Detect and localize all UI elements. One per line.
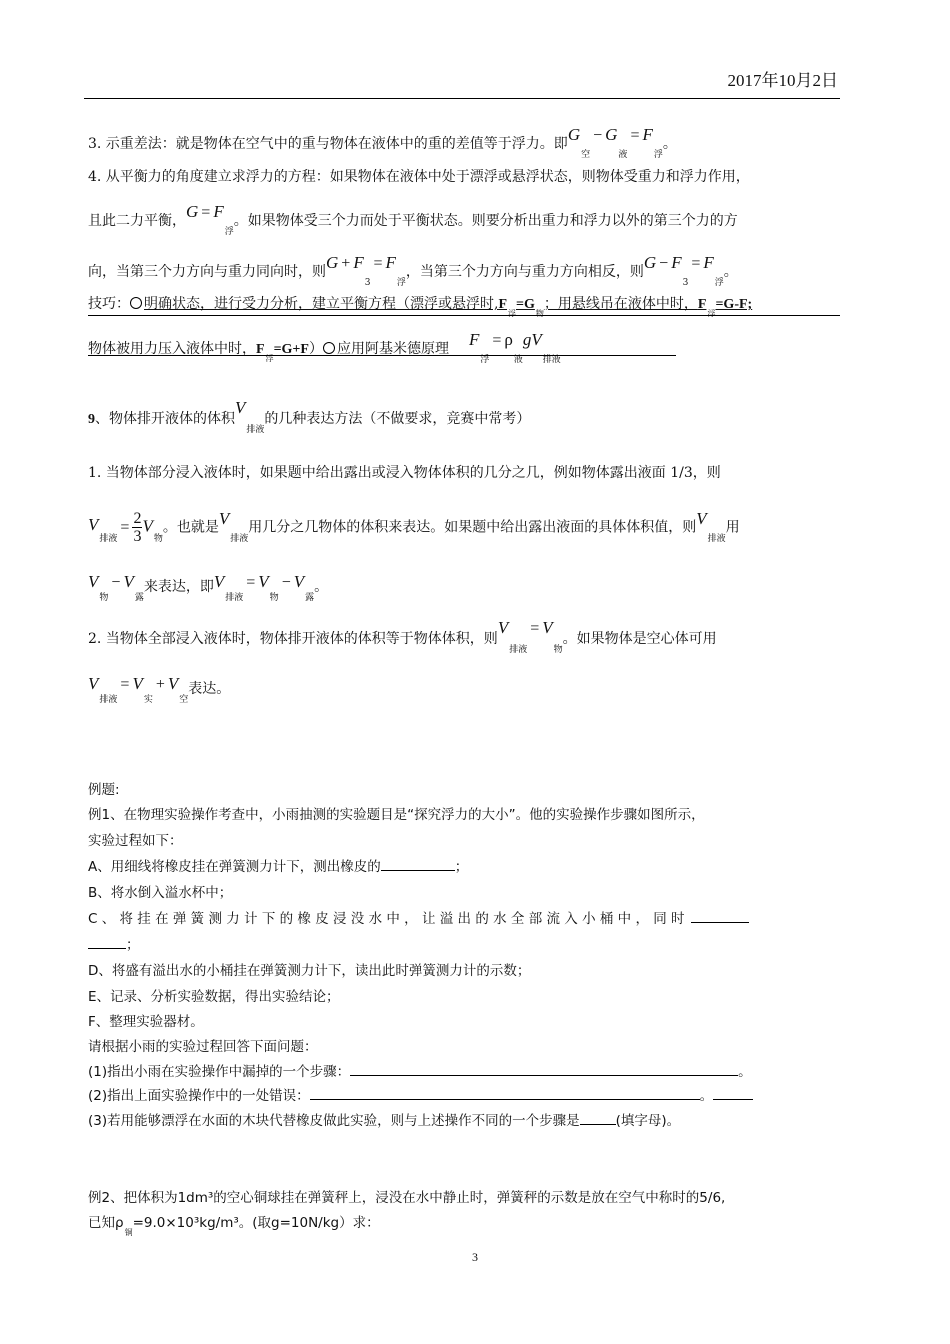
formula-g: G bbox=[186, 202, 199, 221]
formula-sub-buoy: 浮 bbox=[653, 150, 663, 160]
question-3-end: (填字母)。 bbox=[615, 1113, 681, 1129]
formula-sub: 浮 bbox=[224, 227, 234, 237]
formula-g: G bbox=[643, 253, 657, 272]
page-number: 3 bbox=[472, 1250, 478, 1264]
formula-sub-object: 物 bbox=[269, 593, 279, 603]
formula-equals: = bbox=[492, 332, 502, 349]
formula-sub-liquid: 液 bbox=[618, 150, 628, 160]
formula-equals: = bbox=[201, 204, 211, 221]
fraction bbox=[132, 510, 142, 545]
question-3 bbox=[88, 1109, 680, 1129]
formula-sub-object: 物 bbox=[99, 593, 109, 603]
tips-underline-2 bbox=[88, 355, 676, 356]
tips-f2: F bbox=[697, 297, 707, 312]
tips-f2-sub: 浮 bbox=[707, 309, 716, 318]
bullet-icon bbox=[130, 297, 142, 309]
section4-line2 bbox=[88, 202, 738, 237]
section9-title bbox=[88, 398, 531, 435]
formula-v: V bbox=[213, 572, 225, 591]
header-rule bbox=[84, 98, 840, 99]
formula-sub-hollow: 空 bbox=[179, 695, 189, 705]
item2-line1 bbox=[88, 618, 717, 655]
ex2-line2b: =9.0×10³kg/m³。(取g=10N/kg）求： bbox=[132, 1215, 380, 1231]
formula-f-buoy: F bbox=[642, 125, 653, 144]
tips-f-sub: 浮 bbox=[508, 309, 517, 318]
formula-equals: = bbox=[691, 255, 701, 272]
item1-line1: 1. 当物体部分浸入液体时，如果题中给出露出或浸入物体体积的几分之几，例如物体露出液面 1/3，则 bbox=[88, 465, 721, 481]
formula-v: V bbox=[293, 572, 305, 591]
tips-line1e: ；用悬线吊在液体中时， bbox=[543, 296, 698, 312]
ex2-line2 bbox=[88, 1211, 380, 1237]
question-3-text: (3)若用能够漂浮在水面的木块代替橡皮做此实验，则与上述操作不同的一个步骤是 bbox=[88, 1113, 580, 1129]
formula-v: V bbox=[88, 572, 99, 591]
section9-title-b: 的几种表达方法（不做要求，竞赛中常考） bbox=[264, 411, 531, 427]
section3-line bbox=[88, 125, 677, 160]
formula-sub-exposed: 露 bbox=[134, 593, 144, 603]
question-2 bbox=[88, 1084, 753, 1104]
ask: 请根据小雨的实验过程回答下面问题： bbox=[88, 1039, 318, 1055]
item1-l2b: 用几分之几物体的体积来表达。如果题中给出露出液面的具体体积值，则 bbox=[248, 519, 697, 536]
formula-f3: F bbox=[353, 253, 364, 272]
formula-v: V bbox=[218, 508, 230, 528]
ex2-line2a: 已知ρ bbox=[88, 1215, 124, 1231]
step-f: F、整理实验器材。 bbox=[88, 1014, 204, 1030]
item1-line2 bbox=[88, 510, 740, 545]
formula-sub-air: 空 bbox=[581, 150, 591, 160]
tips-f3: F bbox=[256, 342, 265, 357]
formula-v: V bbox=[235, 398, 246, 417]
step-e: E、记录、分析实验数据，得出实验结论； bbox=[88, 989, 340, 1005]
formula-v: V bbox=[497, 618, 509, 637]
formula-v: V bbox=[88, 674, 99, 693]
formula-sub-buoy: 浮 bbox=[714, 278, 724, 288]
tips-f: F bbox=[498, 297, 508, 312]
formula-sub-liquid: 液 bbox=[513, 355, 523, 365]
item1-l2c: 用 bbox=[725, 519, 740, 536]
formula-plus: + bbox=[341, 255, 351, 272]
formula-v: V bbox=[531, 330, 542, 349]
formula-f: F bbox=[213, 202, 224, 221]
bullet-icon bbox=[323, 342, 335, 354]
answer-blank[interactable] bbox=[88, 934, 126, 949]
step-c-end: ； bbox=[126, 937, 140, 953]
formula-v: V bbox=[88, 514, 99, 534]
formula-sub-displaced: 排液 bbox=[246, 425, 265, 435]
answer-blank[interactable] bbox=[580, 1110, 616, 1125]
formula-sub-displaced: 排液 bbox=[99, 695, 118, 705]
section9-number: 9 bbox=[88, 412, 95, 427]
section4-line3b: ，当第三个力方向与重力方向相反，则 bbox=[405, 264, 644, 280]
formula-sub-displaced: 排液 bbox=[99, 533, 118, 544]
section3-text: 3. 示重差法：就是物体在空气中的重与物体在液体中的重的差值等于浮力。即 bbox=[88, 136, 568, 152]
tips-eq-g: =G bbox=[516, 297, 535, 312]
formula-plus: + bbox=[155, 676, 165, 693]
formula-sub-solid: 实 bbox=[143, 695, 153, 705]
tips-line2a: 物体被用力压入液体中时， bbox=[88, 341, 256, 357]
formula-sub-exposed: 露 bbox=[305, 593, 315, 603]
formula-sub-displaced: 排液 bbox=[509, 645, 528, 655]
formula-sub-3: 3 bbox=[364, 278, 371, 288]
step-b: B、将水倒入溢水杯中； bbox=[88, 885, 233, 901]
tips-f3-sub: 浮 bbox=[265, 354, 274, 363]
formula-sub-displaced: 排液 bbox=[230, 533, 249, 544]
tips-paren: ） bbox=[308, 341, 323, 357]
formula-v: V bbox=[132, 674, 143, 693]
answer-blank[interactable] bbox=[691, 908, 749, 923]
formula-f3: F bbox=[671, 253, 682, 272]
section3-end: 。 bbox=[662, 136, 677, 152]
answer-blank-tail bbox=[713, 1085, 753, 1100]
formula-equals: = bbox=[530, 620, 540, 637]
formula-g: G bbox=[326, 253, 339, 272]
formula-equals: = bbox=[246, 574, 256, 591]
formula-f: F bbox=[468, 330, 480, 349]
fraction-numerator: 2 bbox=[133, 510, 142, 527]
question-1 bbox=[88, 1060, 752, 1080]
formula-v: V bbox=[142, 516, 153, 536]
ex2-rho-sub: 铜 bbox=[124, 1228, 133, 1237]
section9-title-a: 、物体排开液体的体积 bbox=[95, 411, 235, 427]
formula-sub-displaced: 排液 bbox=[225, 593, 244, 603]
formula-v: V bbox=[123, 572, 134, 591]
step-c-cont bbox=[88, 933, 140, 953]
section4-line3c: 。 bbox=[723, 264, 738, 280]
tips-label: 技巧： bbox=[88, 296, 130, 312]
formula-g-liquid: G bbox=[605, 125, 618, 144]
tips-line2 bbox=[88, 330, 561, 365]
tips-g-sub: 物 bbox=[535, 309, 544, 318]
formula-sub-displaced: 排液 bbox=[707, 533, 726, 544]
tips-eq-gpf: =G+F bbox=[273, 342, 309, 357]
item2-line2 bbox=[88, 674, 231, 705]
item1-l2a: 。也就是 bbox=[162, 519, 219, 536]
section4-line3 bbox=[88, 253, 738, 288]
formula-minus: − bbox=[593, 127, 603, 144]
tips-underline-1 bbox=[88, 315, 840, 316]
question-2-text: (2)指出上面实验操作中的一处错误： bbox=[88, 1088, 310, 1104]
formula-f-buoy: F bbox=[703, 253, 714, 272]
formula-sub-displaced: 排液 bbox=[542, 355, 561, 365]
formula-sub-object: 物 bbox=[553, 645, 563, 655]
section4-line1: 4. 从平衡力的角度建立求浮力的方程：如果物体在液体中处于漂浮或悬浮状态，则物体受重力和浮力作用， bbox=[88, 169, 750, 185]
answer-blank[interactable] bbox=[350, 1061, 738, 1076]
formula-minus: − bbox=[659, 255, 669, 272]
step-d: D、将盛有溢出水的小桶挂在弹簧测力计下，读出此时弹簧测力计的示数； bbox=[88, 963, 531, 979]
formula-sub-buoy: 浮 bbox=[396, 278, 406, 288]
step-c-text: C 、 将 挂 在 弹 簧 测 力 计 下 的 橡 皮 浸 没 水 中 ， 让 溢 出 的 水 全 部 流 入 小 桶 中 ， 同 时 bbox=[88, 911, 685, 927]
formula-equals: = bbox=[373, 255, 383, 272]
formula-v: V bbox=[258, 572, 269, 591]
step-a-end: ； bbox=[454, 859, 469, 875]
step-c bbox=[88, 907, 749, 927]
item1-line3 bbox=[88, 572, 329, 603]
question-1-end: 。 bbox=[738, 1064, 752, 1080]
formula-g: g bbox=[522, 330, 532, 349]
section4-line3a: 向，当第三个力方向与重力同向时，则 bbox=[88, 264, 326, 280]
formula-sub-3: 3 bbox=[682, 278, 689, 288]
formula-minus: − bbox=[281, 574, 291, 591]
formula-g-air: G bbox=[567, 125, 581, 144]
section4-line2a: 且此二力平衡， bbox=[88, 213, 186, 229]
formula-equals: = bbox=[120, 518, 130, 536]
question-1-text: (1)指出小雨在实验操作中漏掉的一个步骤： bbox=[88, 1064, 351, 1080]
tips-line1 bbox=[88, 294, 752, 316]
formula-minus: − bbox=[111, 574, 121, 591]
item2-line1a: 2. 当物体全部浸入液体时，物体排开液体的体积等于物体体积，则 bbox=[88, 631, 498, 647]
formula-sub-object: 物 bbox=[153, 533, 163, 544]
ex1-line1: 例1、在物理实验操作考查中，小雨抽测的实验题目是“探究浮力的大小”。他的实验操作步骤如图所示， bbox=[88, 807, 705, 823]
tips-eq-gf: =G-F; bbox=[715, 297, 753, 312]
answer-blank[interactable] bbox=[381, 856, 455, 871]
formula-v: V bbox=[542, 618, 553, 637]
fraction-denominator: 3 bbox=[133, 528, 142, 545]
ex2-line1: 例2、把体积为1dm³的空心铜球挂在弹簧秤上，浸没在水中静止时，弹簧秤的示数是放在空气中称时的5/6, bbox=[88, 1190, 726, 1206]
item2-line1b: 。如果物体是空心体可用 bbox=[562, 631, 717, 647]
section4-line2b: 。如果物体受三个力而处于平衡状态。则要分析出重力和浮力以外的第三个力的方 bbox=[233, 213, 738, 229]
ex1-line2: 实验过程如下： bbox=[88, 833, 183, 849]
formula-equals: = bbox=[120, 676, 130, 693]
item1-l3a: 来表达，即 bbox=[143, 579, 214, 595]
item1-l3b: 。 bbox=[314, 579, 329, 595]
tips-line2e: 应用阿基米德原理 bbox=[336, 341, 449, 357]
formula-sub-buoy: 浮 bbox=[480, 355, 490, 365]
step-a bbox=[88, 855, 468, 875]
document-date: 2017年10月2日 bbox=[727, 71, 838, 90]
formula-rho: ρ bbox=[504, 330, 513, 349]
formula-equals: = bbox=[630, 127, 640, 144]
item2-line2b: 表达。 bbox=[188, 681, 231, 697]
tips-line1b: 明确状态，进行受力分析，建立平衡方程（漂浮或悬浮时, bbox=[144, 296, 499, 312]
answer-blank[interactable] bbox=[310, 1085, 700, 1100]
formula-v: V bbox=[167, 674, 179, 693]
examples-heading: 例题: bbox=[88, 782, 120, 798]
formula-v: V bbox=[696, 508, 707, 528]
step-a-text: A、用细线将橡皮挂在弹簧测力计下，测出橡皮的 bbox=[88, 859, 381, 875]
formula-f-buoy: F bbox=[385, 253, 396, 272]
question-2-end: 。 bbox=[699, 1088, 714, 1104]
